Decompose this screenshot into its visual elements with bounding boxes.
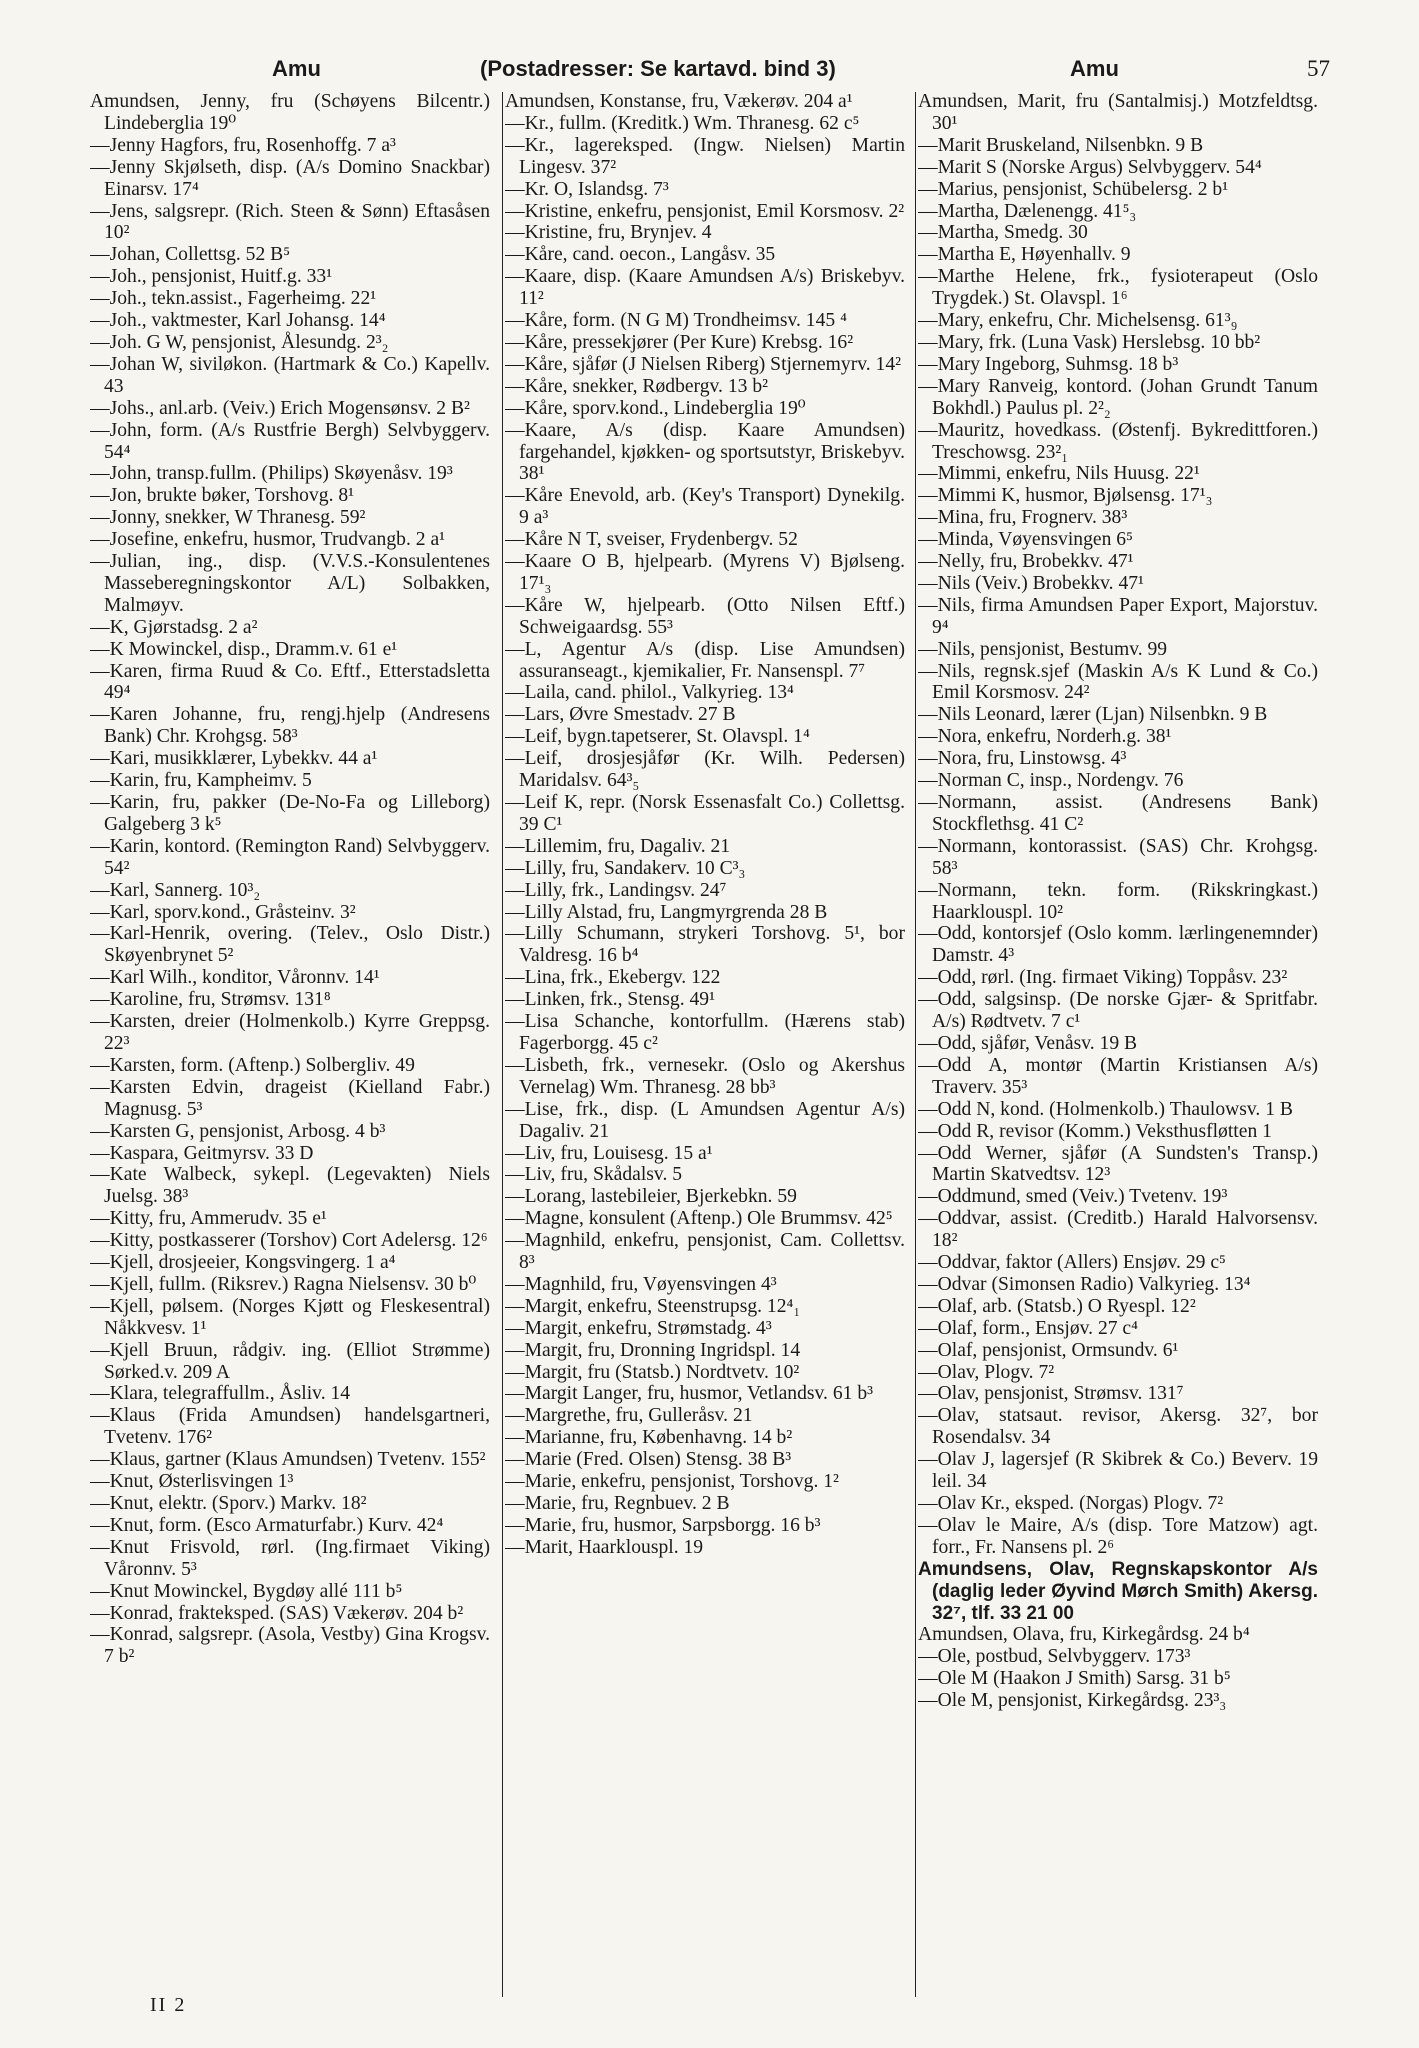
directory-column-1: [90, 91, 490, 2001]
directory-entry: —Mimmi, enkefru, Nils Huusg. 22¹: [918, 463, 1200, 485]
directory-entry: —Margit Langer, fru, husmor, Vetlandsv. 61 b³: [505, 1383, 874, 1405]
directory-entry: —Mary, frk. (Luna Vask) Herslebsg. 10 bb²: [918, 331, 1261, 353]
directory-entry: —Jenny Skjølseth, disp. (A/s Domino Snackbar) Einarsv. 17⁴: [90, 156, 490, 200]
directory-entry: —Odd, rørl. (Ing. firmaet Viking) Toppåsv. 23²: [918, 967, 1288, 989]
directory-entry: —Kåre Enevold, arb. (Key's Transport) Dynekilg. 9 a³: [505, 485, 905, 529]
directory-entry: —Kåre, form. (N G M) Trondheimsv. 145 ⁴: [505, 310, 847, 332]
directory-entry: —Ole M (Haakon J Smith) Sarsg. 31 b⁵: [918, 1668, 1231, 1690]
directory-entry: —Marianne, fru, Københavng. 14 b²: [505, 1427, 793, 1449]
directory-entry: —Oddvar, faktor (Allers) Ensjøv. 29 c⁵: [918, 1252, 1226, 1274]
directory-entry: —Liv, fru, Skådalsv. 5: [505, 1164, 683, 1186]
directory-entry: —Johan, Collettsg. 52 B⁵: [90, 244, 291, 266]
directory-entry: —Marie, enkefru, pensjonist, Torshovg. 1²: [505, 1471, 839, 1493]
directory-entry: —Leif, drosjesjåfør (Kr. Wilh. Pedersen) Maridalsv. 64³₅: [505, 748, 905, 792]
directory-entry: —Lilly, frk., Landingsv. 24⁷: [505, 879, 727, 901]
directory-entry: —Karin, fru, pakker (De-No-Fa og Lilleborg) Galgeberg 3 k⁵: [90, 792, 490, 835]
directory-entry: —Konrad, frakteksped. (SAS) Vækerøv. 204 b²: [90, 1602, 464, 1624]
directory-entry: —Odd, kontorsjef (Oslo komm. lærlingenemnder) Damstr. 4³: [918, 923, 1318, 967]
directory-entry: —Karsten, dreier (Holmenkolb.) Kyrre Greppsg. 22³: [90, 1011, 490, 1054]
directory-entry: —Marius, pensjonist, Schübelersg. 2 b¹: [918, 178, 1229, 200]
directory-entry: —Mary Ingeborg, Suhmsg. 18 b³: [918, 353, 1179, 375]
directory-entry: —Magne, konsulent (Aftenp.) Ole Brummsv. 42⁵: [505, 1208, 893, 1230]
directory-entry: —Johan W, siviløkon. (Hartmark & Co.) Kapellv. 43: [90, 353, 490, 397]
directory-entry: —Odd, sjåfør, Venåsv. 19 B: [918, 1032, 1138, 1054]
directory-entry: —Karsten, form. (Aftenp.) Solbergliv. 49: [90, 1054, 415, 1076]
directory-entry: —Olaf, pensjonist, Ormsundv. 6¹: [918, 1339, 1179, 1361]
directory-entry: —Nora, enkefru, Norderh.g. 38¹: [918, 726, 1172, 748]
directory-entry: —Jon, brukte bøker, Torshovg. 8¹: [90, 485, 355, 507]
directory-entry: —Martha E, Høyenhallv. 9: [918, 244, 1131, 266]
directory-entry: —Kate Walbeck, sykepl. (Legevakten) Niels Juelsg. 38³: [90, 1164, 490, 1208]
directory-entry: —Kjell, drosjeeier, Kongsvingerg. 1 a⁴: [90, 1252, 396, 1274]
directory-entry: —Normann, tekn. form. (Rikskringkast.) Haarklouspl. 10²: [918, 879, 1318, 923]
directory-entry: —Nora, fru, Linstowsg. 4³: [918, 748, 1127, 770]
directory-entry: —John, transp.fullm. (Philips) Skøyenåsv. 19³: [90, 463, 453, 485]
directory-entry: —K, Gjørstadsg. 2 a²: [90, 616, 258, 638]
directory-entry: —Josefine, enkefru, husmor, Trudvangb. 2 a¹: [90, 529, 446, 551]
directory-entry: —Julian, ing., disp. (V.V.S.-Konsulentenes Masseberegningskontor A/L) Solbakken, Malmøyv.: [90, 551, 490, 616]
directory-entry: —Magnhild, enkefru, pensjonist, Cam. Collettsv. 8³: [505, 1230, 905, 1274]
directory-entry: —Olaf, form., Ensjøv. 27 c⁴: [918, 1317, 1138, 1339]
directory-entry: —Kari, musikklærer, Lybekkv. 44 a¹: [90, 748, 378, 770]
directory-entry: —Kåre W, hjelpearb. (Otto Nilsen Eftf.) Schweigaardsg. 55³: [505, 594, 905, 638]
directory-entry: —Lisbeth, frk., vernesekr. (Oslo og Akershus Vernelag) Wm. Thranesg. 28 bb³: [505, 1054, 905, 1098]
directory-entry: —Nils Leonard, lærer (Ljan) Nilsenbkn. 9 B: [918, 704, 1268, 726]
directory-entry: —Karoline, fru, Strømsv. 131⁸: [90, 989, 331, 1011]
directory-entry: —Klaus, gartner (Klaus Amundsen) Tvetenv. 155²: [90, 1449, 486, 1471]
directory-entry: —Margit, fru (Statsb.) Nordtvetv. 10²: [505, 1361, 800, 1383]
directory-entry: —Margrethe, fru, Gulleråsv. 21: [505, 1405, 753, 1427]
directory-entry: —Nelly, fru, Brobekkv. 47¹: [918, 551, 1134, 573]
directory-entry: —Margit, fru, Dronning Ingridspl. 14: [505, 1339, 801, 1361]
directory-entry: —Karsten Edvin, drageist (Kielland Fabr.) Magnusg. 5³: [90, 1076, 490, 1120]
directory-entry: —Klara, telegraffullm., Åsliv. 14: [90, 1383, 351, 1405]
directory-entry: —Konrad, salgsrepr. (Asola, Vestby) Gina Krogsv. 7 b²: [90, 1624, 490, 1668]
directory-entry: Amundsen, Jenny, fru (Schøyens Bilcentr.) Lindeberglia 19⁰: [90, 91, 490, 134]
directory-entry: —Klaus (Frida Amundsen) handelsgartneri, Tvetenv. 176²: [90, 1405, 490, 1449]
directory-entry: —Karin, kontord. (Remington Rand) Selvbyggerv. 54²: [90, 835, 490, 879]
directory-entry: —Kaare O B, hjelpearb. (Myrens V) Bjølseng. 17¹₃: [505, 551, 905, 594]
directory-entry: —Lina, frk., Ekebergv. 122: [505, 967, 721, 989]
directory-column-2: [505, 91, 905, 2001]
directory-entry: —Knut, form. (Esco Armaturfabr.) Kurv. 42⁴: [90, 1514, 444, 1536]
directory-entry: —Nils, pensjonist, Bestumv. 99: [918, 638, 1168, 660]
directory-entry: —Oddvar, assist. (Creditb.) Harald Halvorsensv. 18²: [918, 1208, 1318, 1252]
directory-entry: —Kåre, sjåfør (J Nielsen Riberg) Stjernemyrv. 14²: [505, 353, 902, 375]
directory-entry: —Knut Frisvold, rørl. (Ing.firmaet Viking) Våronnv. 5³: [90, 1536, 490, 1580]
directory-entry: —Nils, regnsk.sjef (Maskin A/s K Lund & Co.) Emil Korsmosv. 24²: [918, 660, 1318, 704]
directory-entry: —Kåre, pressekjører (Per Kure) Krebsg. 16²: [505, 331, 854, 353]
page-number: 57: [1307, 56, 1330, 81]
directory-entry: —Kjell, pølsem. (Norges Kjøtt og Fleskesentral) Nåkkvesv. 1¹: [90, 1295, 490, 1339]
directory-entry: —Marthe Helene, frk., fysioterapeut (Oslo Trygdek.) St. Olavspl. 1⁶: [918, 266, 1318, 310]
directory-entry: —Marit, Haarklouspl. 19: [505, 1536, 704, 1558]
directory-entry: —Lars, Øvre Smestadv. 27 B: [505, 704, 736, 726]
directory-entry: —L, Agentur A/s (disp. Lise Amundsen) assuranseagt., kjemikalier, Fr. Nansenspl. 7⁷: [505, 638, 905, 682]
directory-entry: —Karsten G, pensjonist, Arbosg. 4 b³: [90, 1120, 386, 1142]
directory-entry: —Mary Ranveig, kontord. (Johan Grundt Tanum Bokhdl.) Paulus pl. 2²₂: [918, 375, 1318, 419]
directory-entry: —Olav Kr., eksped. (Norgas) Plogv. 7²: [918, 1493, 1224, 1514]
directory-entry: —Joh. G W, pensjonist, Ålesundg. 2³₂: [90, 331, 389, 353]
header-right-keyword: Amu: [1070, 56, 1119, 81]
directory-entry: —Mauritz, hovedkass. (Østenfj. Bykredittforen.) Treschowsg. 23²₁: [918, 419, 1318, 463]
directory-entry: —Lillemim, fru, Dagaliv. 21: [505, 835, 731, 857]
directory-entry: —Knut, elektr. (Sporv.) Markv. 18²: [90, 1493, 367, 1514]
directory-entry: —Olav, statsaut. revisor, Akersg. 32⁷, bor Rosendalsv. 34: [918, 1405, 1318, 1449]
directory-entry: —K Mowinckel, disp., Dramm.v. 61 e¹: [90, 638, 398, 660]
directory-entry: —Joh., vaktmester, Karl Johansg. 14⁴: [90, 310, 386, 332]
directory-entry: —Olav le Maire, A/s (disp. Tore Matzow) agt. forr., Fr. Nansens pl. 2⁶: [918, 1514, 1318, 1558]
directory-entry: —Kjell Bruun, rådgiv. ing. (Elliot Strømme) Sørked.v. 209 A: [90, 1339, 490, 1383]
directory-entry: —Martha, Smedg. 30: [918, 222, 1088, 244]
directory-entry: Amundsens, Olav, Regnskapskontor A/s (daglig leder Øyvind Mørch Smith) Akersg. 32⁷, tlf. 33 21 00: [918, 1558, 1318, 1624]
directory-entry: —Olav J, lagersjef (R Skibrek & Co.) Beverv. 19 leil. 34: [918, 1449, 1318, 1493]
directory-entry: —Karin, fru, Kampheimv. 5: [90, 770, 312, 792]
directory-entry: —Kåre N T, sveiser, Frydenbergv. 52: [505, 529, 798, 551]
directory-entry: —Odd, salgsinsp. (De norske Gjær- & Spritfabr. A/s) Rødtvetv. 7 c¹: [918, 989, 1318, 1033]
directory-entry: Amundsen, Konstanse, fru, Vækerøv. 204 a¹: [505, 91, 853, 112]
directory-entry: —Lise, frk., disp. (L Amundsen Agentur A/s) Dagaliv. 21: [505, 1098, 905, 1142]
directory-entry: —Kåre, cand. oecon., Langåsv. 35: [505, 244, 776, 266]
directory-entry: —Leif, bygn.tapetserer, St. Olavspl. 1⁴: [505, 726, 810, 748]
directory-entry: —Olav, Plogv. 7²: [918, 1361, 1055, 1383]
directory-entry: —Nils (Veiv.) Brobekkv. 47¹: [918, 572, 1144, 594]
directory-entry: —Marit Bruskeland, Nilsenbkn. 9 B: [918, 134, 1204, 156]
directory-entry: —Karl Wilh., konditor, Våronnv. 14¹: [90, 967, 380, 989]
directory-entry: —Kr. O, Islandsg. 7³: [505, 178, 669, 200]
directory-entry: —Jens, salgsrepr. (Rich. Steen & Sønn) Eftasåsen 10²: [90, 200, 490, 244]
directory-entry: —Kristine, enkefru, pensjonist, Emil Korsmosv. 2²: [505, 200, 905, 222]
directory-entry: —Kaspara, Geitmyrsv. 33 D: [90, 1142, 314, 1164]
directory-entry: —Magnhild, fru, Vøyensvingen 4³: [505, 1273, 777, 1295]
directory-entry: —Linken, frk., Stensg. 49¹: [505, 989, 715, 1011]
directory-entry: —Karl, sporv.kond., Gråsteinv. 3²: [90, 901, 356, 923]
directory-entry: —Martha, Dælenengg. 41⁵₃: [918, 200, 1137, 222]
directory-entry: —Mina, fru, Frognerv. 38³: [918, 507, 1128, 529]
directory-entry: —Karen Johanne, fru, rengj.hjelp (Andresens Bank) Chr. Krohgsg. 58³: [90, 704, 490, 748]
directory-entry: —Odd A, montør (Martin Kristiansen A/s) Traverv. 35³: [918, 1054, 1318, 1098]
directory-entry: —Norman C, insp., Nordengv. 76: [918, 770, 1184, 792]
directory-entry: —Ole M, pensjonist, Kirkegårdsg. 23³₃: [918, 1690, 1227, 1712]
directory-entry: —Joh., tekn.assist., Fagerheimg. 22¹: [90, 288, 377, 310]
directory-entry: —Jonny, snekker, W Thranesg. 59²: [90, 507, 366, 529]
directory-entry: Amundsen, Olava, fru, Kirkegårdsg. 24 b⁴: [918, 1624, 1250, 1646]
directory-entry: —Mimmi K, husmor, Bjølsensg. 17¹₃: [918, 485, 1213, 507]
directory-entry: —Karl, Sannerg. 10³₂: [90, 879, 261, 901]
directory-entry: —Lilly, fru, Sandakerv. 10 C³₃: [505, 857, 746, 879]
directory-entry: —Jenny Hagfors, fru, Rosenhoffg. 7 a³: [90, 134, 396, 156]
directory-entry: Amundsen, Marit, fru (Santalmisj.) Motzfeldtsg. 30¹: [918, 91, 1318, 134]
directory-entry: —Oddmund, smed (Veiv.) Tvetenv. 19³: [918, 1186, 1228, 1208]
directory-entry: —Olav, pensjonist, Strømsv. 131⁷: [918, 1383, 1184, 1405]
directory-entry: —Odd R, revisor (Komm.) Veksthusfløtten 1: [918, 1120, 1272, 1142]
directory-entry: —Olaf, arb. (Statsb.) O Ryespl. 12²: [918, 1295, 1196, 1317]
header-postal-note: (Postadresser: Se kartavd. bind 3): [480, 56, 836, 81]
directory-entry: —Knut, Østerlisvingen 1³: [90, 1471, 294, 1493]
directory-entry: —Leif K, repr. (Norsk Essenasfalt Co.) Collettsg. 39 C¹: [505, 792, 905, 835]
directory-entry: —Kr., fullm. (Kreditk.) Wm. Thranesg. 62 c⁵: [505, 112, 860, 134]
directory-entry: —Lilly Schumann, strykeri Torshovg. 5¹, bor Valdresg. 16 b⁴: [505, 923, 905, 967]
directory-entry: —Minda, Vøyensvingen 6⁵: [918, 529, 1133, 551]
page-header: [90, 50, 1330, 86]
directory-entry: —Normann, kontorassist. (SAS) Chr. Krohgsg. 58³: [918, 835, 1318, 879]
directory-columns: [90, 91, 1330, 2001]
directory-entry: —Kitty, postkasserer (Torshov) Cort Adelersg. 12⁶: [90, 1230, 488, 1252]
directory-column-3: [918, 91, 1318, 2001]
directory-entry: —Margit, enkefru, Strømstadg. 4³: [505, 1317, 772, 1339]
directory-entry: —Karen, firma Ruud & Co. Eftf., Etterstadsletta 49⁴: [90, 660, 490, 704]
directory-entry: —Marie (Fred. Olsen) Stensg. 38 B³: [505, 1449, 792, 1471]
directory-entry: —Odd N, kond. (Holmenkolb.) Thaulowsv. 1 B: [918, 1098, 1293, 1120]
directory-entry: —Odvar (Simonsen Radio) Valkyrieg. 13⁴: [918, 1273, 1251, 1295]
directory-entry: —Margit, enkefru, Steenstrupsg. 12⁴₁: [505, 1295, 801, 1317]
directory-entry: —Kåre, sporv.kond., Lindeberglia 19⁰: [505, 397, 806, 419]
directory-entry: —Lorang, lastebileier, Bjerkebkn. 59: [505, 1186, 797, 1208]
directory-entry: —Kitty, fru, Ammerudv. 35 e¹: [90, 1208, 327, 1230]
directory-entry: —Kristine, fru, Brynjev. 4: [505, 222, 712, 244]
directory-entry: —Marit S (Norske Argus) Selvbyggerv. 54⁴: [918, 156, 1262, 178]
directory-entry: —Lilly Alstad, fru, Langmyrgrenda 28 B: [505, 901, 828, 923]
directory-entry: —Odd Werner, sjåfør (A Sundsten's Transp.) Martin Skatvedtsv. 12³: [918, 1142, 1318, 1186]
directory-entry: —Nils, firma Amundsen Paper Export, Majorstuv. 9⁴: [918, 594, 1318, 638]
header-left-keyword: Amu: [272, 56, 321, 81]
directory-entry: —Lisa Schanche, kontorfullm. (Hærens stab) Fagerborgg. 45 c²: [505, 1011, 905, 1054]
directory-entry: —Joh., pensjonist, Huitf.g. 33¹: [90, 266, 333, 288]
directory-entry: —Kaare, disp. (Kaare Amundsen A/s) Briskebyv. 11²: [505, 266, 905, 310]
directory-entry: —Marie, fru, Regnbuev. 2 B: [505, 1493, 730, 1514]
directory-entry: —Kr., lagereksped. (Ingw. Nielsen) Martin Lingesv. 37²: [505, 134, 905, 178]
directory-entry: —Ole, postbud, Selvbyggerv. 173³: [918, 1646, 1191, 1668]
directory-entry: —Kåre, snekker, Rødbergv. 13 b²: [505, 375, 769, 397]
directory-entry: —Karl-Henrik, overing. (Telev., Oslo Distr.) Skøyenbrynet 5²: [90, 923, 490, 967]
directory-entry: —Mary, enkefru, Chr. Michelsensg. 61³₉: [918, 310, 1238, 332]
directory-entry: —Laila, cand. philol., Valkyrieg. 13⁴: [505, 682, 794, 704]
directory-entry: —Knut Mowinckel, Bygdøy allé 111 b⁵: [90, 1580, 403, 1602]
directory-entry: —Kjell, fullm. (Riksrev.) Ragna Nielsensv. 30 b⁰: [90, 1273, 477, 1295]
directory-entry: —Normann, assist. (Andresens Bank) Stockflethsg. 41 C²: [918, 792, 1318, 835]
directory-entry: —Kaare, A/s (disp. Kaare Amundsen) fargehandel, kjøkken- og sportsutstyr, Briskebyv. 38¹: [505, 419, 905, 485]
directory-entry: —Johs., anl.arb. (Veiv.) Erich Mogensønsv. 2 B²: [90, 397, 470, 419]
directory-entry: —John, form. (A/s Rustfrie Bergh) Selvbyggerv. 54⁴: [90, 419, 490, 463]
directory-entry: —Marie, fru, husmor, Sarpsborgg. 16 b³: [505, 1514, 821, 1536]
page-footer-signature: II 2: [150, 1994, 187, 2016]
directory-entry: —Liv, fru, Louisesg. 15 a¹: [505, 1142, 713, 1164]
